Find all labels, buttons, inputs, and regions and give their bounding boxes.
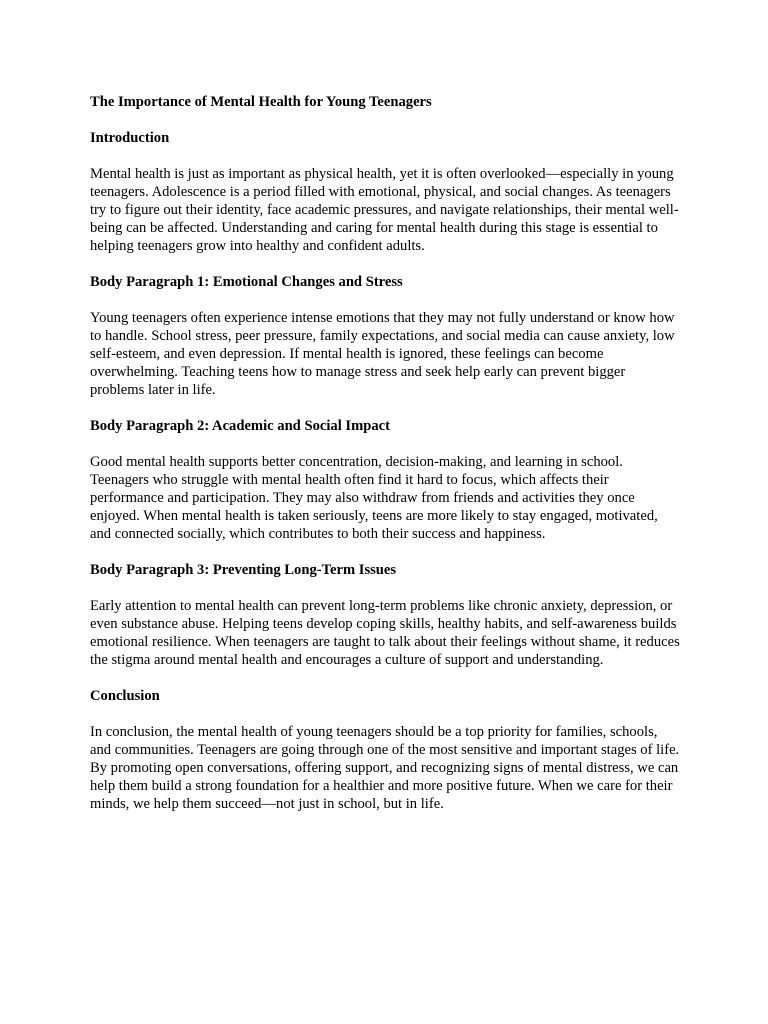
section-body-body-3: Early attention to mental health can prevent long-term problems like chronic anxiety, depression, or even substance abuse. Helping teens develop coping skills, healthy habits, and self-awareness builds emotional resilience. When teenagers are taught to talk about their feelings without shame, it reduces the stigma around mental health and encourages a culture of support and understanding. <box>90 598 680 668</box>
section-body-body-2: Good mental health supports better concentration, decision-making, and learning in school. Teenagers who struggle with mental health often find it hard to focus, which affects their performance and participation. They may also withdraw from friends and activities they once enjoyed. When mental health is taken seriously, teens are more likely to stay engaged, motivated, and connected socially, which contributes to both their success and happiness. <box>90 454 658 542</box>
section-body-body-1: Young teenagers often experience intense emotions that they may not fully understand or know how to handle. School stress, peer pressure, family expectations, and social media can cause anxiety, low self-esteem, and even depression. If mental health is ignored, these feelings can become overwhelming. Teaching teens how to manage stress and seek help early can prevent bigger problems later in life. <box>90 310 675 398</box>
section-body-introduction: Mental health is just as important as physical health, yet it is often overlooked—especially in young teenagers. Adolescence is a period filled with emotional, physical, and social changes. As teenagers try to figure out their identity, face academic pressures, and navigate relationships, their mental well-being can be affected. Understanding and caring for mental health during this stage is essential to helping teenagers grow into healthy and confident adults. <box>90 166 679 254</box>
section-heading-introduction: Introduction <box>90 130 170 146</box>
section-body-conclusion: In conclusion, the mental health of young teenagers should be a top priority for families, schools, and communities. Teenagers are going through one of the most sensitive and important stages of life. By promoting open conversations, offering support, and recognizing signs of mental distress, we can help them build a strong foundation for a healthier and more positive future. When we care for their minds, we help them succeed—not just in school, but in life. <box>90 724 680 812</box>
section-heading-body-1: Body Paragraph 1: Emotional Changes and Stress <box>90 274 403 290</box>
document-page <box>90 93 682 831</box>
section-heading-body-2: Body Paragraph 2: Academic and Social Impact <box>90 418 390 434</box>
document-title: The Importance of Mental Health for Young Teenagers <box>90 94 432 110</box>
section-heading-body-3: Body Paragraph 3: Preventing Long-Term Issues <box>90 562 397 578</box>
section-heading-conclusion: Conclusion <box>90 688 160 704</box>
